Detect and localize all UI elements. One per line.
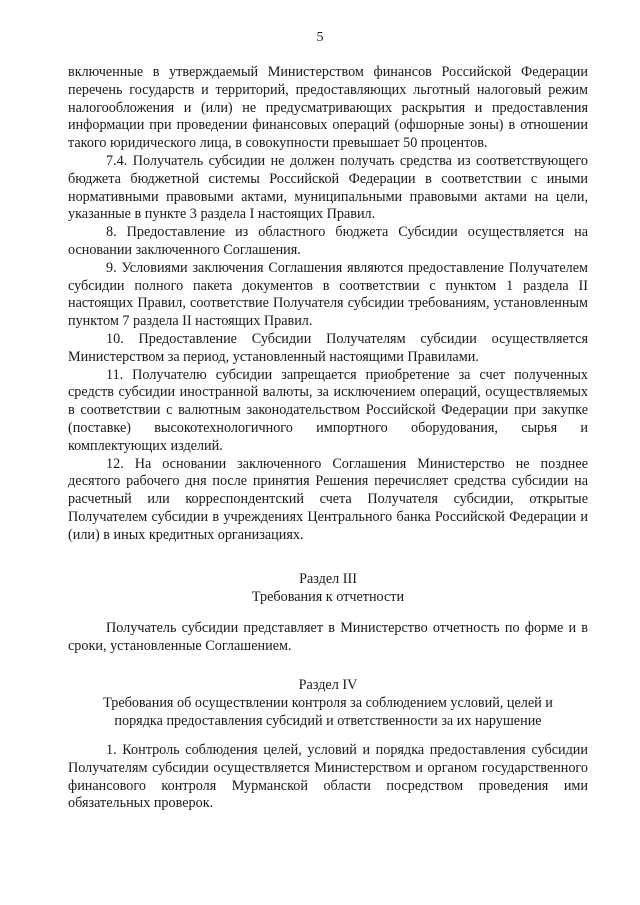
section-3-label: Раздел III [299, 571, 357, 587]
section-3-body [68, 620, 588, 656]
paragraph-9: 9. Условиями заключения Соглашения являются предоставление Получателем субсидии полного пакета документов в соответствии с пунктом 1 раздела II настоящих Правил, соответствие Получателя субсидии требованиям, установленным пунктом 7 раздела II настоящих Правил. [68, 259, 588, 330]
paragraph-10: 10. Предоставление Субсидии Получателям субсидии осуществляется Министерством за период, установленный настоящими Правилами. [68, 330, 588, 365]
paragraph-7-3-continuation: включенные в утверждаемый Министерством финансов Российской Федерации перечень государств и территорий, предоставляющих льготный налоговый режим налогообложения и (или) не предусматривающих раскрытия и предоставления информации при проведении финансовых операций (офшорные зоны) в отношении такого юридического лица, в совокупности превышает 50 процентов. [68, 64, 588, 152]
section-4-heading [68, 676, 588, 730]
document-body [68, 64, 588, 545]
paragraph-8: 8. Предоставление из областного бюджета Субсидии осуществляется на основании заключенного Соглашения. [68, 224, 588, 258]
paragraph-7-4: 7.4. Получатель субсидии не должен получать средства из соответствующего бюджета бюджетной системы Российской Федерации в соответствии с иными нормативными правовыми актами, муниципальными правовыми актами на цели, указанные в пункте 3 раздела I настоящих Правил. [68, 152, 588, 223]
section-3-heading [68, 570, 588, 606]
section-4-body [68, 742, 588, 813]
paragraph-11: 11. Получателю субсидии запрещается приобретение за счет полученных средств субсидии иностранной валюты, за исключением операций, осуществляемых в соответствии с валютным законодательством Российской Федерации при закупке (поставке) высокотехнологичного импортного оборудования, сырья и комплектующих изделий. [68, 366, 588, 454]
section-4-label: Раздел IV [298, 677, 358, 693]
page-number: 5 [316, 30, 324, 45]
section-3-title: Требования к отчетности [251, 589, 405, 605]
paragraph-12: 12. На основании заключенного Соглашения Министерство не позднее десятого рабочего дня после принятия Решения перечисляет средства субсидии на расчетный или корреспондентский счета Получателя субсидии, открытые Получателем субсидии в учреждениях Центрального банка Российской Федерации и (или) в иных кредитных организациях. [68, 455, 588, 543]
section-3-paragraph: Получатель субсидии представляет в Министерство отчетность по форме и в сроки, установленные Соглашением. [68, 620, 588, 654]
section-4-title-line-1: Требования об осуществлении контроля за соблюдением условий, целей и [103, 695, 553, 711]
section-4-paragraph-1: 1. Контроль соблюдения целей, условий и порядка предоставления субсидии Получателям субсидии осуществляется Министерством и органом государственного финансового контроля Мурманской области посредством проведения ими обязательных проверок. [68, 742, 588, 812]
section-4-title-line-2: порядка предоставления субсидий и ответственности за их нарушение [114, 713, 542, 729]
